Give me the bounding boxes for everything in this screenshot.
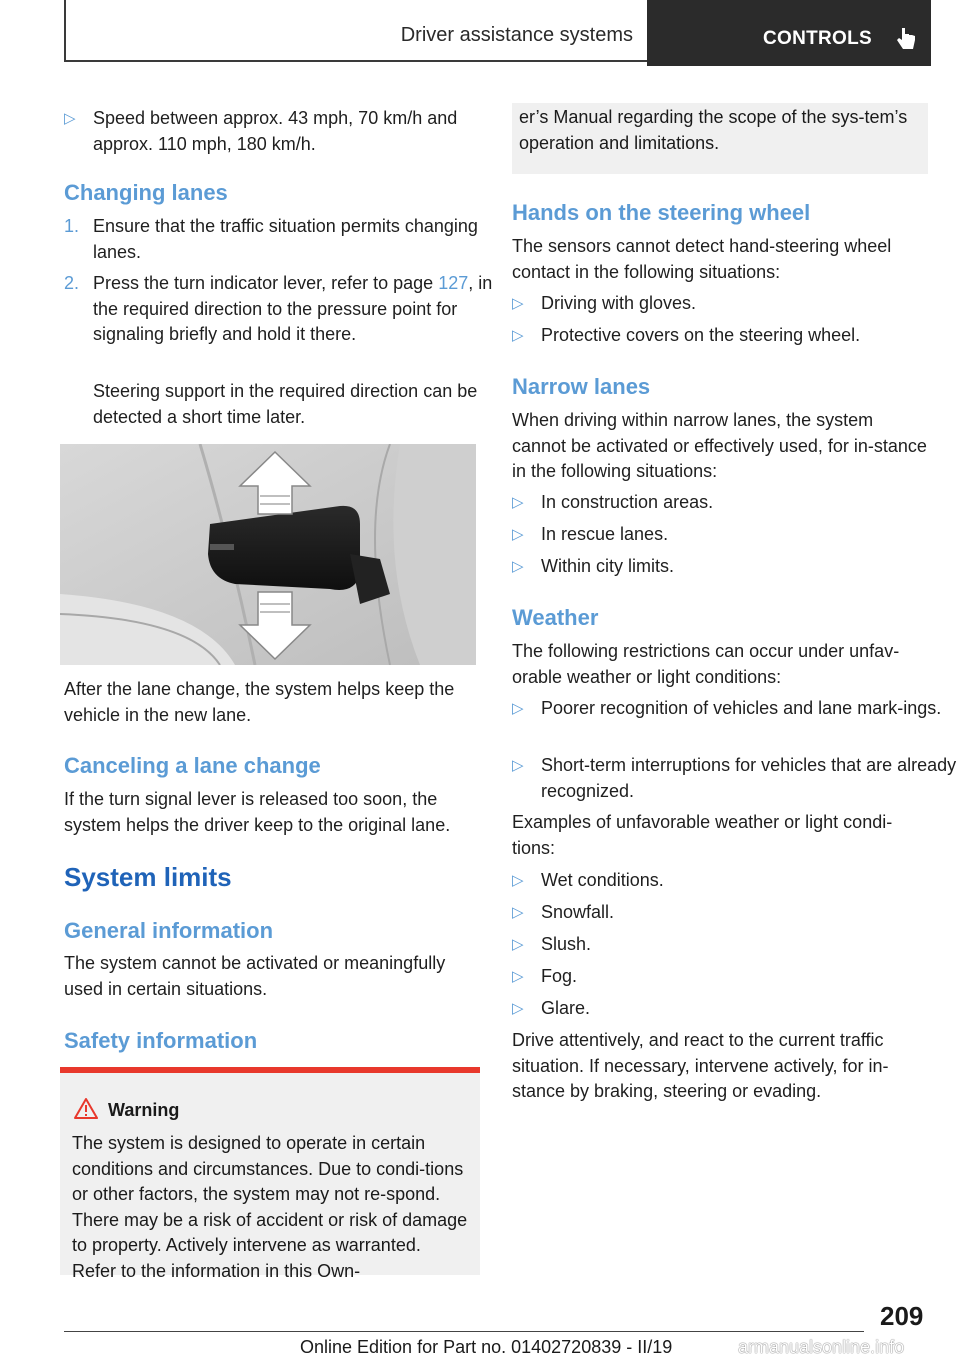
warning-title: Warning (108, 1100, 180, 1120)
closing-text: Drive attentively, and react to the current traffic situation. If necessary, intervene actively, for in-stance by braking, steering or evading. (512, 1030, 889, 1101)
warning-box-continued (512, 103, 928, 174)
list-item (512, 490, 957, 516)
triangle-bullet-icon: ▷ (512, 936, 524, 953)
step-1 (64, 214, 503, 265)
hands-on-wheel-text: The sensors cannot detect hand-steering wheel contact in the following situations: (512, 236, 892, 282)
page-number: 209 (880, 1301, 924, 1331)
list-item (512, 323, 957, 349)
heading-weather: Weather (512, 605, 599, 630)
triangle-bullet-icon: ▷ (512, 295, 524, 312)
heading-hands-on-wheel: Hands on the steering wheel (512, 200, 811, 225)
triangle-bullet-icon: ▷ (512, 327, 524, 344)
heading-changing-lanes: Changing lanes (64, 180, 228, 205)
heading-system-limits: System limits (64, 862, 232, 892)
warning-text: The system is designed to operate in certain conditions and circumstances. Due to condi-tions or other factors, the system may not re-spond. There may be a risk of accident or risk of damage to property. Actively intervene as warranted. Refer to the information in this Own- (72, 1133, 468, 1281)
header-section-tab (64, 0, 647, 62)
list-item (512, 696, 957, 722)
list-item-text: Short-term interruptions for vehicles that are already recognized. (541, 755, 957, 801)
list-item-text: Speed between approx. 43 mph, 70 km/h and approx. 110 mph, 180 km/h. (93, 108, 458, 154)
page-header (64, 0, 931, 66)
step-text: Press the turn indicator lever, refer to page (93, 273, 439, 293)
list-item-text: Fog. (541, 966, 578, 986)
list-item (512, 900, 957, 926)
pointing-hand-icon (895, 26, 917, 52)
step-number: 1. (64, 216, 80, 236)
heading-general-information: General information (64, 918, 274, 943)
list-item (512, 932, 957, 958)
triangle-bullet-icon: ▷ (512, 872, 524, 889)
heading-safety-information: Safety information (64, 1028, 258, 1053)
heading-narrow-lanes: Narrow lanes (512, 374, 651, 399)
watermark: armanualsonline.info (738, 1337, 905, 1357)
warning-box (60, 1067, 480, 1281)
list-item (512, 996, 957, 1022)
step-text-continued: , in the required direction to the pressure point for signaling briefly and hold it there. (93, 273, 493, 344)
list-item-text: Poorer recognition of vehicles and lane mark-ings. (541, 698, 942, 718)
heading-canceling-lane-change: Canceling a lane change (64, 753, 321, 778)
triangle-bullet-icon: ▷ (512, 700, 524, 717)
general-information-text: The system cannot be activated or meaningfully used in certain situations. (64, 953, 446, 999)
list-item-text: Protective covers on the steering wheel. (541, 325, 861, 345)
list-item (512, 554, 957, 580)
step-2 (64, 271, 509, 348)
list-item (64, 106, 509, 157)
list-item-text: Within city limits. (541, 556, 675, 576)
list-item-text: Snowfall. (541, 902, 615, 922)
triangle-bullet-icon: ▷ (512, 558, 524, 575)
after-lane-change-text: After the lane change, the system helps keep the vehicle in the new lane. (64, 679, 455, 725)
step-2-followup: Steering support in the required direction can be detected a short time later. (93, 381, 478, 427)
triangle-bullet-icon: ▷ (64, 110, 76, 127)
triangle-bullet-icon: ▷ (512, 1000, 524, 1017)
warning-triangle-icon (74, 1097, 98, 1119)
warning-continuation-text: er’s Manual regarding the scope of the sys-tem’s operation and limitations. (519, 107, 908, 153)
list-item-text: Glare. (541, 998, 591, 1018)
list-item (512, 868, 957, 894)
header-chapter-title: CONTROLS (763, 28, 873, 49)
examples-text: Examples of unfavorable weather or light condi-tions: (512, 812, 893, 858)
list-item (512, 522, 957, 548)
list-item-text: Wet conditions. (541, 870, 664, 890)
canceling-text: If the turn signal lever is released too soon, the system helps the driver keep to the original lane. (64, 789, 451, 835)
header-section-title: Driver assistance systems (400, 24, 633, 46)
triangle-bullet-icon: ▷ (512, 757, 524, 774)
narrow-lanes-text: When driving within narrow lanes, the system cannot be activated or effectively used, for in-stance in the following situations: (512, 410, 927, 481)
list-item-text: In construction areas. (541, 492, 714, 512)
weather-text: The following restrictions can occur under unfav-orable weather or light conditions: (512, 641, 900, 687)
list-item-text: Slush. (541, 934, 592, 954)
triangle-bullet-icon: ▷ (512, 904, 524, 921)
step-number: 2. (64, 273, 80, 293)
list-item (512, 753, 957, 804)
list-item-text: In rescue lanes. (541, 524, 669, 544)
list-item (512, 964, 957, 990)
page-reference-link[interactable]: 127 (438, 273, 469, 293)
list-item (512, 291, 957, 317)
triangle-bullet-icon: ▷ (512, 526, 524, 543)
turn-indicator-lever-illustration (60, 444, 476, 665)
footer-divider (64, 1331, 864, 1332)
header-chapter-tab (647, 0, 931, 66)
list-item-text: Driving with gloves. (541, 293, 697, 313)
footer-edition: Online Edition for Part no. 01402720839 - II/19 (300, 1337, 673, 1357)
step-text: Ensure that the traffic situation permits changing lanes. (93, 216, 478, 262)
triangle-bullet-icon: ▷ (512, 494, 524, 511)
triangle-bullet-icon: ▷ (512, 968, 524, 985)
